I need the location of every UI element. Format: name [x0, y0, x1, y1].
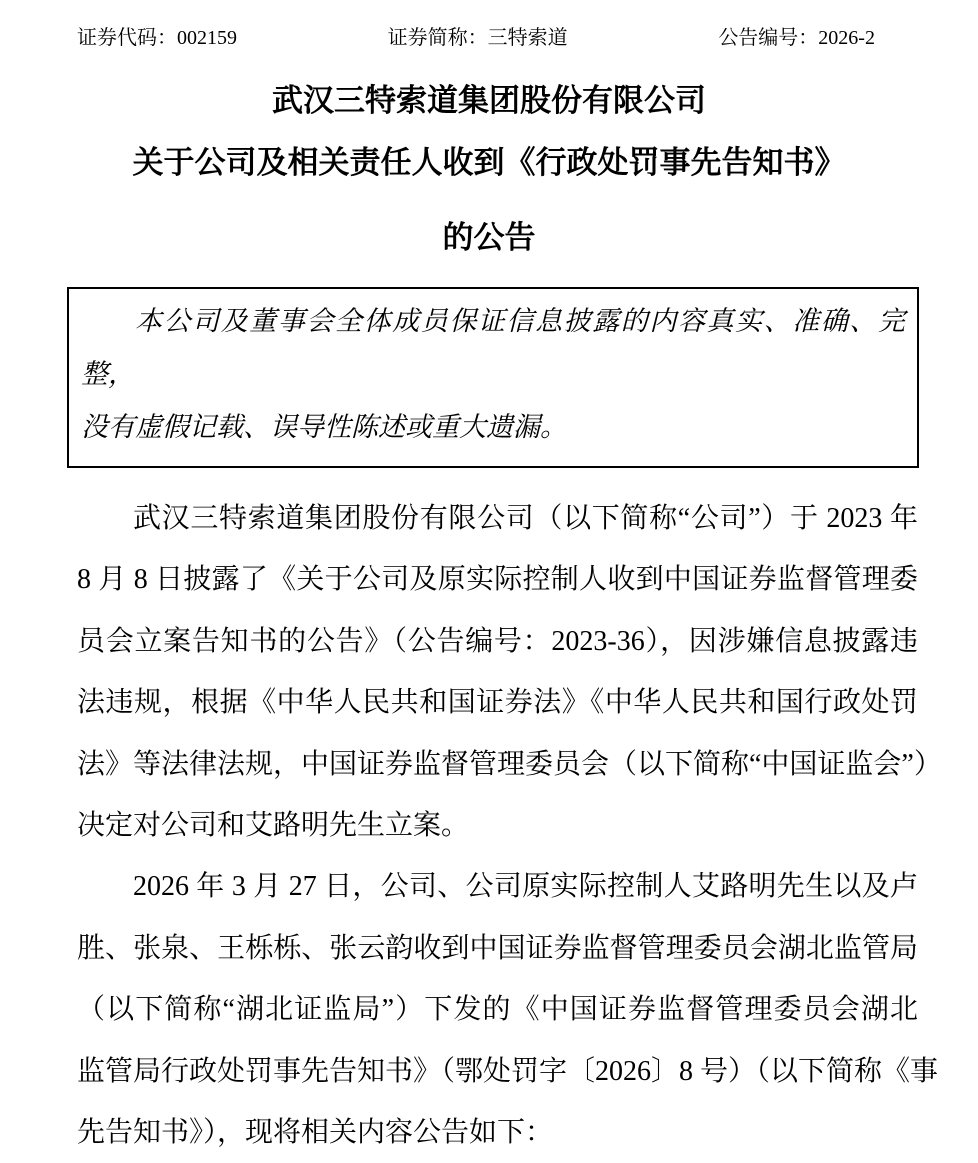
body-line: 决定对公司和艾路明先生立案。	[77, 809, 470, 841]
body-line: 监管局行政处罚事先告知书》（鄂处罚字〔2026〕8 号）（以下简称《事	[77, 1055, 939, 1087]
announcement-title-suffix: 的公告	[442, 220, 536, 255]
announcement-title: 关于公司及相关责任人收到《行政处罚事先告知书》	[132, 145, 846, 180]
announcement-body	[77, 488, 942, 1163]
disclaimer-line: 本公司及董事会全体成员保证信息披露的内容真实、准确、完整，	[81, 306, 905, 389]
body-line: 法违规，根据《中华人民共和国证券法》《中华人民共和国行政处罚	[77, 687, 918, 719]
announcement-number: 公告编号：2026-2	[718, 27, 875, 49]
body-line: 武汉三特索道集团股份有限公司（以下简称“公司”）于 2023 年	[133, 503, 918, 534]
body-line: 员会立案告知书的公告》（公告编号：2023-36），因涉嫌信息披露违	[77, 625, 918, 657]
body-line: 8 月 8 日披露了《关于公司及原实际控制人收到中国证券监督管理委	[77, 564, 918, 596]
stock-code: 证券代码：002159	[77, 27, 237, 49]
body-line: 胜、张泉、王栎栎、张云韵收到中国证券监督管理委员会湖北监管局	[77, 932, 918, 964]
disclaimer-box	[67, 287, 919, 468]
body-line: 先告知书》），现将相关内容公告如下：	[77, 1116, 554, 1148]
body-line: （以下简称“湖北证监局”）下发的《中国证券监督管理委员会湖北	[77, 994, 918, 1026]
stock-info-header	[0, 0, 978, 53]
stock-short-name: 证券简称：三特索道	[387, 27, 568, 49]
company-name-title: 武汉三特索道集团股份有限公司	[272, 83, 706, 118]
body-line: 2026 年 3 月 27 日，公司、公司原实际控制人艾路明先生以及卢	[133, 871, 918, 903]
disclaimer-line: 没有虚假记载、误导性陈述或重大遗漏。	[81, 412, 567, 442]
body-line: 法》等法律法规，中国证券监督管理委员会（以下简称“中国证监会”）	[77, 748, 942, 780]
